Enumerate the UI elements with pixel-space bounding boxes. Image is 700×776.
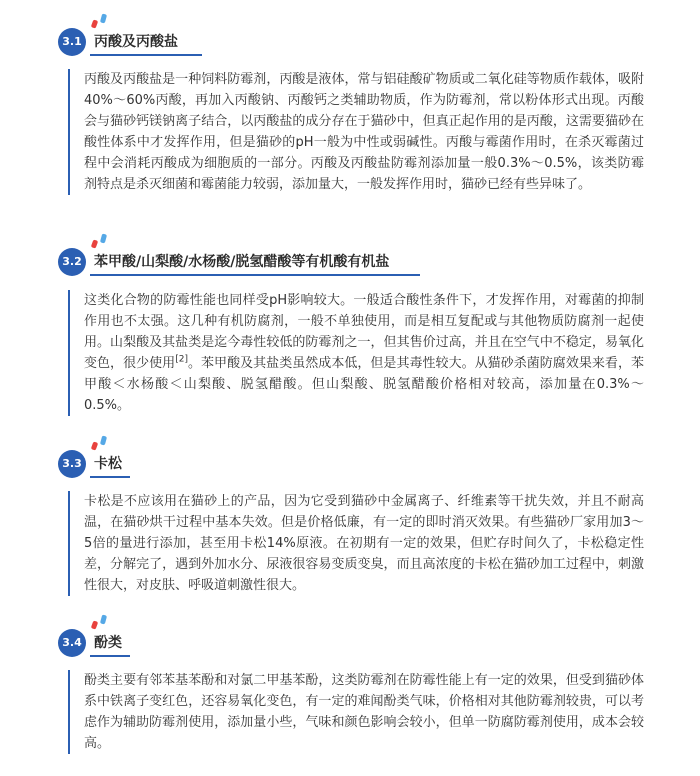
decoration-icon: [92, 436, 112, 452]
decoration-icon: [92, 234, 112, 250]
section-title: 丙酸及丙酸盐: [94, 34, 178, 50]
body-text: 。苯甲酸及其盐类虽然成本低，但是其毒性较大。从猫砂杀菌防腐效果来看，苯甲酸＜水杨酸＜山梨酸、脱氢醋酸。但山梨酸、脱氢醋酸价格相对较高，添加量在0.3%～0.5%。: [84, 356, 644, 413]
reference-mark[interactable]: [2]: [175, 354, 188, 365]
title-underline: [90, 54, 202, 56]
title-underline: [90, 476, 130, 478]
body-text: 这类化合物的防霉性能也同样受pH影响较大。一般适合酸性条件下，才发挥作用，对霉菌的抑制作用也不太强。这几种有机防腐剂，一般不单独使用，而是相互复配或与其他物质防腐剂一起使用。山梨酸及其盐类是迄今毒性较低的防霉剂之一，但其售价过高，并且在空气中不稳定，易氧化变色，很少使用: [84, 293, 644, 371]
section-body-3-2: [68, 290, 644, 416]
section-title: 苯甲酸/山梨酸/水杨酸/脱氢醋酸等有机酸有机盐: [94, 254, 390, 270]
title-underline: [90, 274, 420, 276]
section-body-3-1: 丙酸及丙酸盐是一种饲料防霉剂，丙酸是液体，常与铝硅酸矿物质或二氧化硅等物质作载体，吸附40%～60%丙酸，再加入丙酸钠、丙酸钙之类辅助物质，作为防霉剂，常以粉体形式出现。丙酸会与猫砂钙镁钠离子结合，以丙酸盐的成分存在于猫砂中，但真正起作用的是丙酸，这需要猫砂在酸性体系中才发挥作用，但是猫砂的pH一般为中性或弱碱性。丙酸与霉菌作用时，在杀灭霉菌过程中会消耗丙酸成为细胞质的一部分。丙酸及丙酸盐防霉剂添加量一般0.3%～0.5%，该类防霉剂特点是杀灭细菌和霉菌能力较弱，添加量大，一般发挥作用时，猫砂已经有些异味了。: [68, 69, 644, 195]
title-underline: [90, 655, 130, 657]
section-body-3-4: 酚类主要有邻苯基苯酚和对氯二甲基苯酚，这类防霉剂在防霉性能上有一定的效果，但受到猫砂体系中铁离子变红色，还容易氧化变色，有一定的难闻酚类气味，价格相对其他防霉剂较贵，可以考虑作为辅助防霉剂使用，添加量小些，气味和颜色影响会较小，但单一防腐防霉剂使用，成本会较高。: [68, 670, 644, 754]
decoration-icon: [92, 14, 112, 30]
section-number: 3.1: [58, 28, 86, 56]
section-number: 3.2: [58, 248, 86, 276]
section-title: 酚类: [94, 635, 122, 651]
section-number: 3.4: [58, 629, 86, 657]
section-body-3-3: 卡松是不应该用在猫砂上的产品，因为它受到猫砂中金属离子、纤维素等干扰失效，并且不耐高温，在猫砂烘干过程中基本失效。但是价格低廉，有一定的即时消灭效果。有些猫砂厂家用加3～5倍的量进行添加，甚至用卡松14%原液。在初期有一定的效果，但贮存时间久了，卡松稳定性差，分解完了，遇到外加水分、尿液很容易变质变臭，而且高浓度的卡松在猫砂加工过程中，刺激性很大，对皮肤、呼吸道刺激性很大。: [68, 491, 644, 596]
decoration-icon: [92, 615, 112, 631]
section-number: 3.3: [58, 450, 86, 478]
section-title: 卡松: [94, 456, 122, 472]
